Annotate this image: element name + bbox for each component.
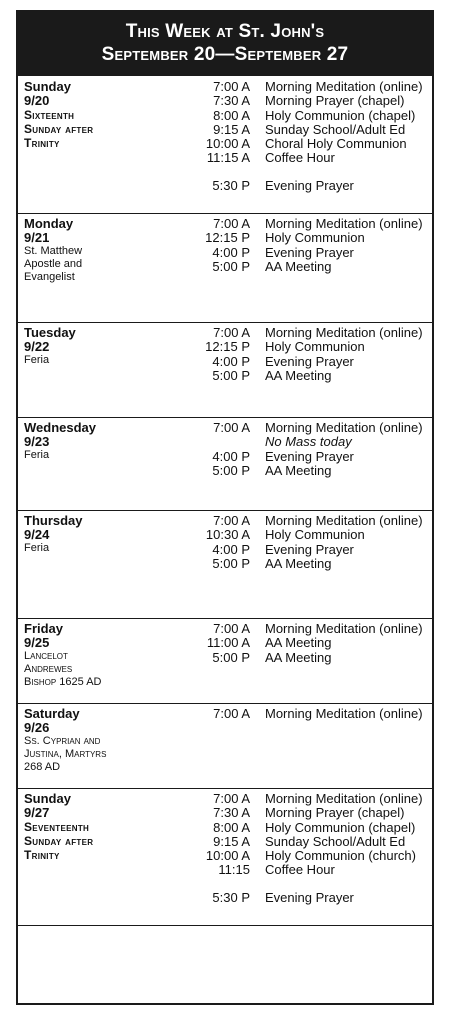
event-title: Choral Holy Communion (265, 136, 407, 152)
time-column (168, 217, 250, 274)
day-section-4 (18, 510, 432, 619)
event-time: 11:00 A (206, 635, 250, 651)
event-time: 5:00 P (212, 462, 250, 478)
feast-line: Feria (24, 354, 50, 366)
event-column (265, 421, 435, 478)
day-date: 9/21 (24, 230, 50, 245)
event-title: Morning Meditation (online) (265, 513, 423, 528)
event-time: 7:00 A (213, 79, 250, 94)
event-title: Coffee Hour (265, 862, 335, 878)
time-column (168, 80, 250, 194)
day-heading (24, 421, 174, 462)
event-time: 12:15 P (205, 230, 250, 246)
event-title: Sunday School/Adult Ed (265, 833, 406, 849)
event-title: Holy Communion (265, 230, 365, 246)
event-time: 11:15 A (206, 150, 250, 166)
day-date: 9/25 (24, 635, 50, 650)
time-column (168, 622, 250, 665)
event-title: Morning Meditation (online) (265, 706, 423, 721)
feast-line: Sixteenth (24, 108, 75, 122)
event-time: 5:00 P (212, 258, 250, 274)
day-heading (24, 80, 174, 150)
event-time: 7:30 A (213, 93, 250, 109)
event-column (265, 326, 435, 383)
event-time: 7:30 A (213, 805, 250, 821)
feast-line: Andrewes (24, 663, 73, 675)
event-column (265, 622, 435, 665)
event-title: Holy Communion (265, 527, 365, 543)
feast-line: Lancelot (24, 650, 68, 662)
day-name: Sunday (24, 79, 71, 94)
day-date: 9/20 (24, 93, 50, 108)
feast-line: Feria (24, 449, 50, 461)
feast-line: Trinity (24, 136, 60, 150)
event-column (265, 792, 435, 906)
event-title: Evening Prayer (265, 448, 354, 464)
day-section-2 (18, 322, 432, 418)
event-title: Holy Communion (chapel) (265, 819, 416, 835)
event-title: AA Meeting (265, 635, 332, 651)
day-name: Friday (24, 621, 64, 636)
schedule-header (16, 10, 434, 76)
event-time: 7:00 A (213, 706, 250, 721)
event-title: AA Meeting (265, 367, 332, 383)
header-title: This Week at St. John's (125, 21, 325, 42)
header-date-range: September 20—September 27 (101, 44, 349, 65)
event-time: 5:00 P (212, 649, 250, 665)
event-time: 7:00 A (213, 513, 250, 528)
time-column (168, 792, 250, 906)
event-title: Holy Communion (265, 339, 365, 355)
feast-line: Seventeenth (24, 820, 90, 834)
feast-line: Apostle and (24, 258, 83, 270)
day-heading (24, 707, 174, 774)
event-column (265, 217, 435, 274)
day-date: 9/23 (24, 434, 50, 449)
event-time: 10:30 A (205, 527, 250, 543)
event-time: 7:00 A (213, 216, 250, 231)
event-title: AA Meeting (265, 462, 332, 478)
event-time: 9:15 A (213, 833, 250, 849)
event-title: Morning Meditation (online) (265, 216, 423, 231)
feast-line: 268 AD (24, 761, 61, 773)
event-time: 4:00 P (212, 353, 250, 369)
event-time: 7:00 A (213, 621, 250, 636)
event-title: No Mass today (265, 434, 352, 450)
day-name: Wednesday (24, 420, 97, 435)
day-heading (24, 326, 174, 367)
day-section-7 (18, 788, 432, 926)
day-section-1 (18, 213, 432, 323)
event-title: Evening Prayer (265, 353, 354, 369)
event-time: 7:00 A (213, 420, 250, 435)
event-title: Evening Prayer (265, 178, 354, 194)
event-time (168, 435, 250, 449)
event-time: 4:00 P (212, 541, 250, 557)
day-name: Sunday (24, 791, 71, 806)
event-title: Morning Meditation (online) (265, 79, 423, 94)
event-time: 11:15 (218, 862, 250, 878)
feast-line: Feria (24, 542, 50, 554)
day-name: Monday (24, 216, 74, 231)
event-time: 10:00 A (205, 136, 250, 152)
day-name: Tuesday (24, 325, 76, 340)
event-time: 8:00 A (213, 107, 250, 123)
event-title: Evening Prayer (265, 890, 354, 906)
day-section-6 (18, 703, 432, 789)
day-section-0 (18, 76, 432, 214)
event-time: 4:00 P (212, 448, 250, 464)
event-time: 7:00 A (213, 791, 250, 806)
time-column (168, 707, 250, 721)
feast-line: Ss. Cyprian and (24, 735, 101, 747)
feast-line: Bishop 1625 AD (24, 676, 102, 688)
event-title: AA Meeting (265, 555, 332, 571)
event-time: 8:00 A (213, 819, 250, 835)
day-date: 9/26 (24, 720, 50, 735)
day-section-3 (18, 417, 432, 511)
day-heading (24, 217, 174, 284)
event-title: Morning Meditation (online) (265, 791, 423, 806)
event-title: AA Meeting (265, 258, 332, 274)
feast-line: Justina, Martyrs (24, 748, 107, 760)
day-heading (24, 792, 174, 862)
feast-line: Evangelist (24, 271, 75, 283)
event-time: 12:15 P (205, 339, 250, 355)
event-column (265, 514, 435, 571)
event-title: AA Meeting (265, 649, 332, 665)
event-title: Holy Communion (chapel) (265, 107, 416, 123)
event-title: Morning Prayer (chapel) (265, 805, 405, 821)
day-date: 9/27 (24, 805, 50, 820)
event-time: 5:30 P (212, 890, 250, 906)
time-column (168, 326, 250, 383)
event-title: Holy Communion (church) (265, 848, 416, 864)
event-title: Morning Meditation (online) (265, 420, 423, 435)
event-time: 5:30 P (212, 178, 250, 194)
event-time: 7:00 A (213, 325, 250, 340)
feast-line: Sunday after (24, 834, 94, 848)
day-name: Thursday (24, 513, 83, 528)
feast-line: St. Matthew (24, 245, 83, 257)
event-title: Coffee Hour (265, 150, 335, 166)
event-column (265, 80, 435, 194)
time-column (168, 514, 250, 571)
time-column (168, 421, 250, 478)
event-time: 10:00 A (205, 848, 250, 864)
event-title: Morning Prayer (chapel) (265, 93, 405, 109)
event-title: Evening Prayer (265, 541, 354, 557)
day-heading (24, 622, 174, 689)
event-title: Morning Meditation (online) (265, 325, 423, 340)
event-time: 4:00 P (212, 244, 250, 260)
event-time: 9:15 A (213, 121, 250, 137)
event-title: Evening Prayer (265, 244, 354, 260)
day-date: 9/24 (24, 527, 50, 542)
event-time: 5:00 P (212, 367, 250, 383)
feast-line: Sunday after (24, 122, 94, 136)
day-heading (24, 514, 174, 555)
day-name: Saturday (24, 706, 80, 721)
event-title: Sunday School/Adult Ed (265, 121, 406, 137)
event-time: 5:00 P (212, 555, 250, 571)
day-section-5 (18, 618, 432, 704)
feast-line: Trinity (24, 848, 60, 862)
day-date: 9/22 (24, 339, 50, 354)
event-title: Morning Meditation (online) (265, 621, 423, 636)
event-column (265, 707, 435, 721)
